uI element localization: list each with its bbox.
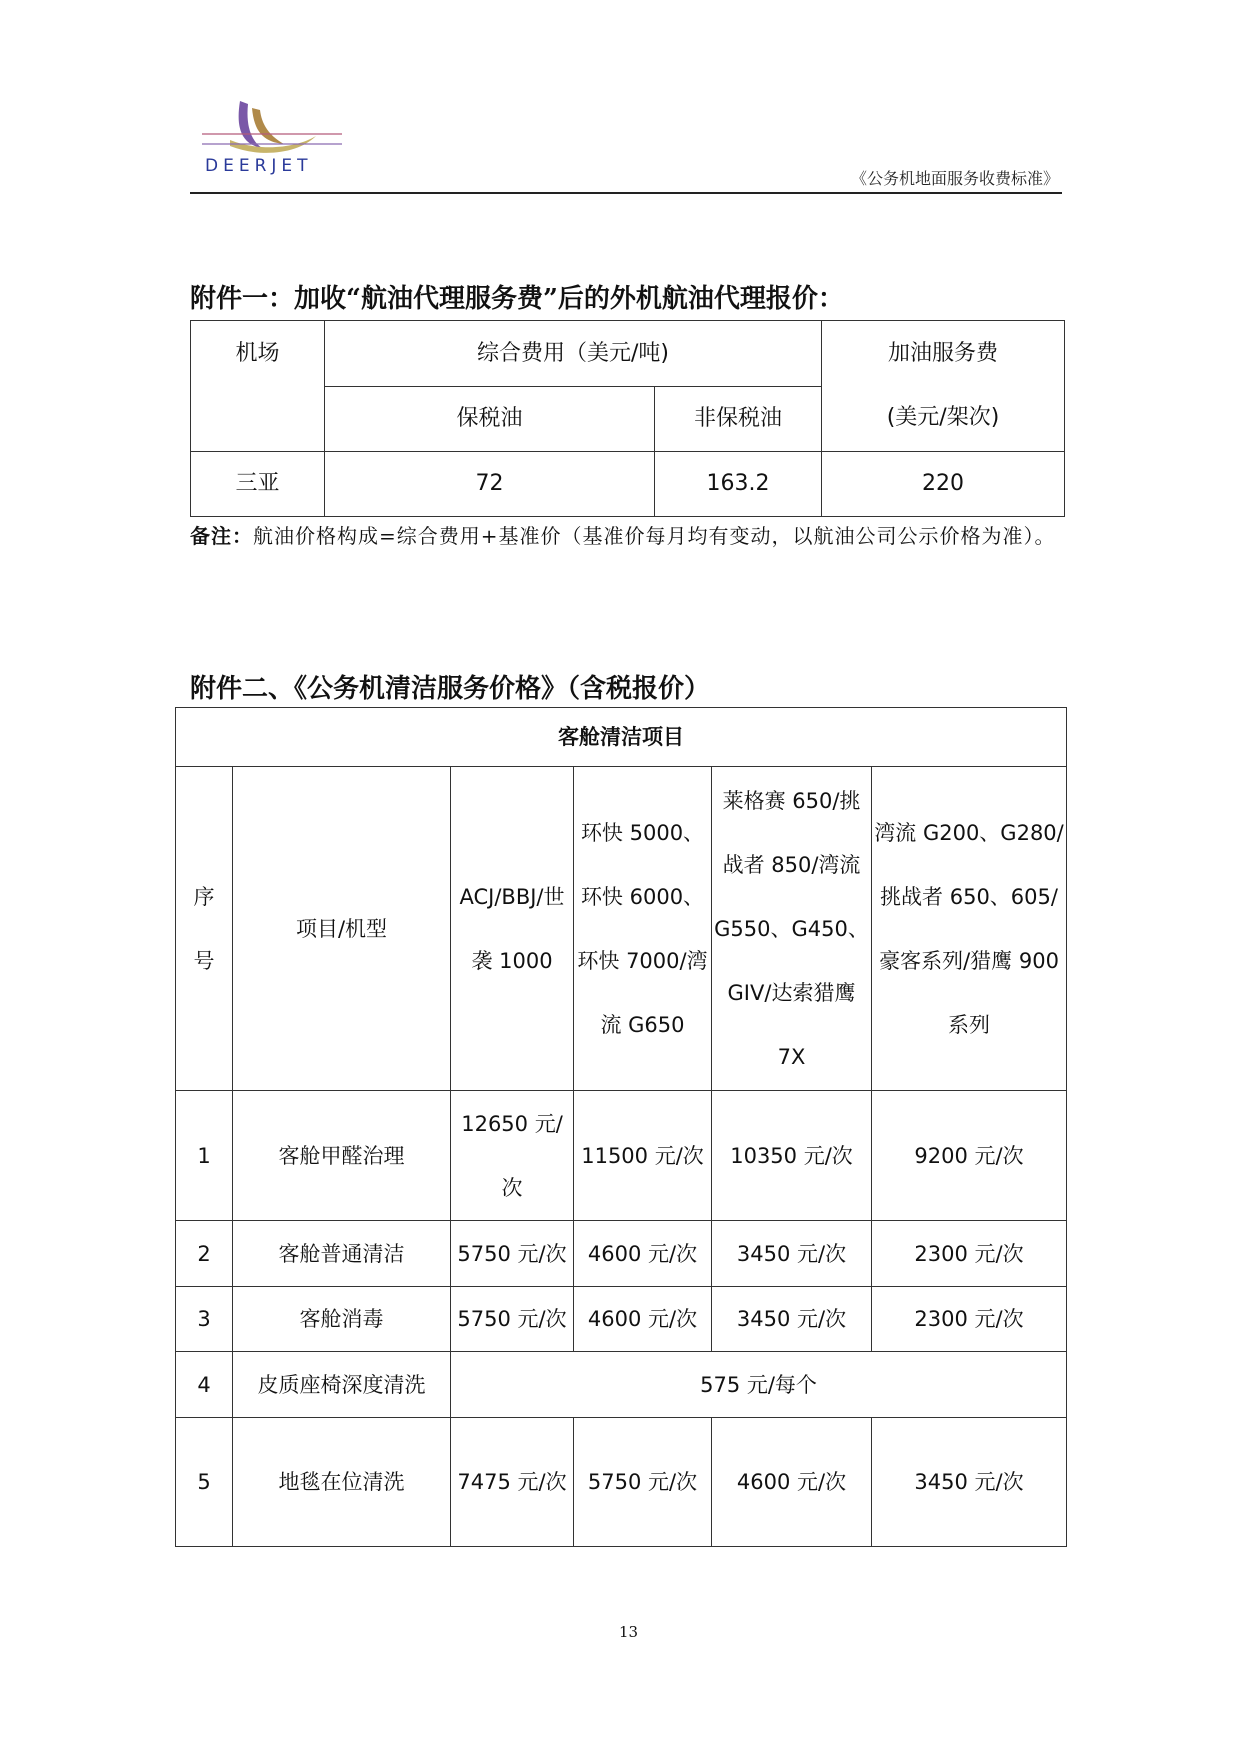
seq-cell: 5 (176, 1418, 233, 1547)
nonbonded-price-cell: 163.2 (655, 452, 822, 517)
merged-price-cell: 575 元/每个 (451, 1352, 1067, 1418)
price-cell: 5750 元/次 (574, 1418, 712, 1547)
model-header-2: 环快 5000、环快 6000、环快 7000/湾流 G650 (574, 767, 712, 1091)
seq-cell: 2 (176, 1221, 233, 1287)
model-header-1: ACJ/BBJ/世袭 1000 (451, 767, 574, 1091)
item-cell: 客舱甲醛治理 (233, 1091, 451, 1221)
item-cell: 客舱消毒 (233, 1287, 451, 1352)
fuel-price-note (190, 520, 1065, 552)
price-cell: 2300 元/次 (872, 1287, 1067, 1352)
fueling-fee-cell: 220 (822, 452, 1065, 517)
item-cell: 地毯在位清洗 (233, 1418, 451, 1547)
table-row (176, 1091, 1067, 1221)
price-cell: 4600 元/次 (712, 1418, 872, 1547)
table-row (176, 1221, 1067, 1287)
col-combined-header: 综合费用（美元/吨) (325, 321, 822, 387)
header-divider (190, 192, 1062, 194)
col-fueling-header (822, 321, 1065, 452)
table-row (176, 1352, 1067, 1418)
price-cell: 10350 元/次 (712, 1091, 872, 1221)
fuel-price-table (190, 320, 1065, 517)
table-row (176, 1418, 1067, 1547)
item-cell: 客舱普通清洁 (233, 1221, 451, 1287)
price-cell: 3450 元/次 (712, 1287, 872, 1352)
price-cell: 9200 元/次 (872, 1091, 1067, 1221)
col-nonbonded-header: 非保税油 (655, 387, 822, 452)
price-cell: 3450 元/次 (872, 1418, 1067, 1547)
price-cell: 5750 元/次 (451, 1287, 574, 1352)
price-cell: 7475 元/次 (451, 1418, 574, 1547)
section2-title: 附件二、《公务机清洁服务价格》（含税报价） (190, 674, 711, 704)
model-header-3: 莱格赛 650/挑战者 850/湾流G550、G450、GIV/达索猎鹰7X (712, 767, 872, 1091)
fueling-header-line2: (美元/架次) (886, 405, 1000, 430)
price-cell: 3450 元/次 (712, 1221, 872, 1287)
airport-cell: 三亚 (191, 452, 325, 517)
col-seq-header: 序号 (176, 767, 233, 1091)
price-cell: 4600 元/次 (574, 1221, 712, 1287)
price-cell: 11500 元/次 (574, 1091, 712, 1221)
col-item-header: 项目/机型 (233, 767, 451, 1091)
item-cell: 皮质座椅深度清洗 (233, 1352, 451, 1418)
col-airport-header: 机场 (191, 321, 325, 452)
price-cell: 5750 元/次 (451, 1221, 574, 1287)
table-caption: 客舱清洁项目 (176, 708, 1067, 767)
seq-cell: 3 (176, 1287, 233, 1352)
price-cell: 2300 元/次 (872, 1221, 1067, 1287)
price-cell: 12650 元/次 (451, 1091, 574, 1221)
cleaning-price-table (175, 707, 1067, 1547)
note-text: 航油价格构成=综合费用+基准价（基准价每月均有变动，以航油公司公示价格为准）。 (253, 524, 1056, 548)
seq-cell: 4 (176, 1352, 233, 1418)
note-label: 备注： (190, 524, 253, 548)
col-bonded-header: 保税油 (325, 387, 655, 452)
fueling-header-line1: 加油服务费 (887, 341, 998, 366)
table-row (191, 452, 1065, 517)
seq-cell: 1 (176, 1091, 233, 1221)
price-cell: 4600 元/次 (574, 1287, 712, 1352)
bonded-price-cell: 72 (325, 452, 655, 517)
section1-title: 附件一：加收“航油代理服务费”后的外机航油代理报价： (190, 284, 844, 314)
document-title: 《公务机地面服务收费标准》 (850, 169, 1059, 188)
table-row (176, 1287, 1067, 1352)
model-header-4: 湾流 G200、G280/挑战者 650、605/豪客系列/猎鹰 900系列 (872, 767, 1067, 1091)
logo-wordmark: DEERJET (205, 156, 313, 176)
page-number: 13 (618, 1623, 639, 1641)
